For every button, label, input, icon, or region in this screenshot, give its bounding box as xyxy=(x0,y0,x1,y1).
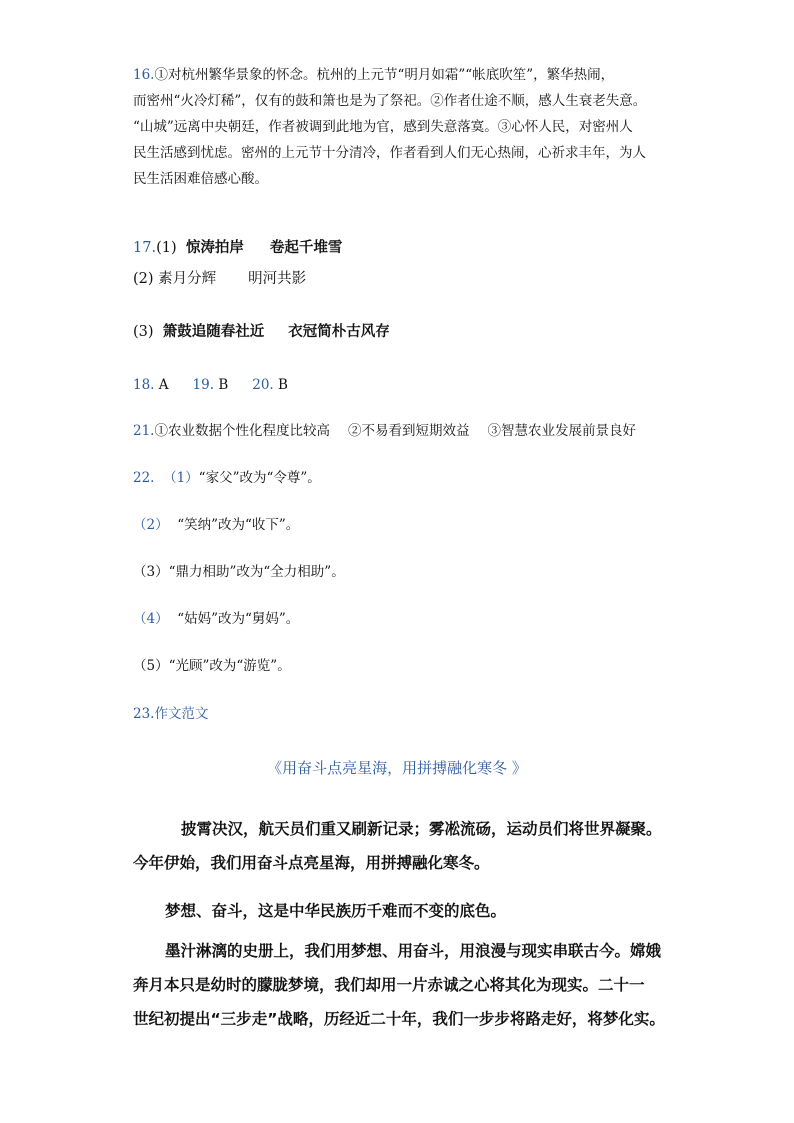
answer-22-label-4: （4） xyxy=(133,611,169,627)
question-number-19: 19. xyxy=(192,377,215,393)
answer-17-2a: 素月分辉 xyxy=(158,271,217,287)
answer-17-1a: 惊涛拍岸 xyxy=(185,240,244,256)
answer-21-a: ①农业数据个性化程度比较高 xyxy=(154,423,330,439)
answer-22-item-5 xyxy=(133,653,673,679)
answer-22-text-3: “鼎力相助”改为“全力相助”。 xyxy=(168,564,345,580)
answer-17-2b: 明河共影 xyxy=(248,271,307,287)
answer-17-1b: 卷起千堆雪 xyxy=(269,240,343,256)
answer-22-label-5: （5） xyxy=(133,658,169,674)
answer-17-label-1: (1) xyxy=(156,240,177,256)
answer-17-label-2: (2) xyxy=(133,271,154,287)
answer-16-line-4: 民生活感到忧虑。密州的上元节十分清冷，作者看到人们无心热闹，心祈求丰年，为人 xyxy=(133,145,646,161)
answer-21-b: ②不易看到短期效益 xyxy=(347,423,470,439)
answer-22-item-3 xyxy=(133,559,673,585)
essay-p1-line-2: 今年伊始，我们用奋斗点亮星海，用拼搏融化寒冬。 xyxy=(133,854,490,872)
question-number-21: 21. xyxy=(133,423,155,439)
answer-17-label-3: (3) xyxy=(133,324,154,340)
answer-17-3b: 衣冠简朴古风存 xyxy=(288,324,390,340)
answer-16-line-3: “山城”远离中央朝廷，作者被调到此地为官，感到失意落寞。③心怀人民，对密州人 xyxy=(133,119,633,135)
answer-16-line-2: 而密州“火冷灯稀”，仅有的鼓和箫也是为了祭祀。②作者仕途不顺，感人生衰老失意。 xyxy=(133,93,647,109)
answer-16-line-1: ①对杭州繁华景象的怀念。杭州的上元节“明月如霜”“帐底吹笙”，繁华热闹， xyxy=(154,67,615,83)
answer-17-part-2 xyxy=(133,266,673,292)
question-number-17: 17. xyxy=(133,240,157,256)
answer-22-text-2: “笑纳”改为“收下”。 xyxy=(177,517,300,533)
question-number-20: 20. xyxy=(252,377,274,393)
answer-17-3a: 箫鼓追随春社近 xyxy=(162,324,265,340)
question-number-22: 22. xyxy=(133,470,155,486)
answer-21-c: ③智慧农业发展前景良好 xyxy=(487,423,636,439)
answer-17-part-1 xyxy=(133,235,673,261)
question-number-16: 16. xyxy=(133,67,155,83)
essay-paragraph-3 xyxy=(133,934,673,1036)
answer-23-heading: 23.作文范文 xyxy=(133,706,209,722)
essay-paragraph-2: 梦想、奋斗，这是中华民族历千难而不变的底色。 xyxy=(165,902,507,920)
answer-22-item-1 xyxy=(133,465,673,491)
answer-22-text-4: “姑妈”改为“舅妈”。 xyxy=(177,611,300,627)
answer-22-label-3: （3） xyxy=(133,564,169,580)
essay-p3-line-2: 奔月本只是幼时的朦胧梦境，我们却用一片赤诚之心将其化为现实。二十一 xyxy=(133,976,645,994)
answer-16-line-5: 民生活困难倍感心酸。 xyxy=(133,171,268,187)
answer-22-text-5: “光顾”改为“游览”。 xyxy=(168,658,291,674)
answer-20: B xyxy=(278,377,288,393)
answer-17-part-3 xyxy=(133,319,673,345)
question-number-18: 18. xyxy=(133,377,155,393)
answer-19: B xyxy=(218,377,229,393)
answer-16 xyxy=(133,62,673,192)
answer-22-label-2: （2） xyxy=(133,517,169,533)
essay-p1-line-1: 披霄决汉，航天员们重又刷新记录；雾凇流砀，运动员们将世界凝聚。 xyxy=(181,820,662,838)
answer-21 xyxy=(133,418,673,444)
answer-22-item-4 xyxy=(133,606,673,632)
essay-p3-line-1: 墨汁淋漓的史册上，我们用梦想、用奋斗，用浪漫与现实串联古今。嫦娥 xyxy=(165,942,662,960)
answers-18-20 xyxy=(133,372,673,398)
essay-title: 《用奋斗点亮星海，用拼搏融化寒冬 》 xyxy=(267,759,527,777)
essay-p3-line-3: 世纪初提出“三步走”战略，历经近二十年，我们一步步将路走好，将梦化实。 xyxy=(133,1010,665,1028)
essay-paragraph-1 xyxy=(133,812,673,880)
answer-22-item-2 xyxy=(133,512,673,538)
answer-18: A xyxy=(158,377,169,393)
answer-22-text-1: “家父”改为“令尊”。 xyxy=(198,470,321,486)
answer-22-label-1: （1） xyxy=(163,470,199,486)
